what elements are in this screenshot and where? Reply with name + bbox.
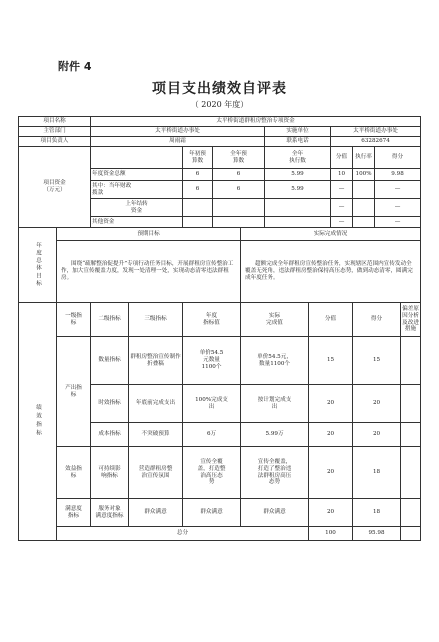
year-subtitle: （ 2020 年度） bbox=[190, 100, 249, 109]
phone-label: 联系电话 bbox=[265, 137, 331, 147]
phone-value: 63282674 bbox=[331, 137, 421, 147]
expected-goal-header: 预期目标 bbox=[57, 228, 241, 241]
satisfaction-indicator-label: 满意度 指标 bbox=[57, 499, 91, 527]
annual-goals-label: 年度总体目标 bbox=[19, 228, 57, 303]
perf-row: 时效指标 年底前完成支出 100%完成支 出 按计划完成支 出 20 20 bbox=[19, 385, 421, 423]
funds-header: 分值 bbox=[331, 147, 353, 169]
page-title: 项目支出绩效自评表 bbox=[152, 81, 287, 97]
total-score: 100 bbox=[309, 527, 353, 541]
perf-row: 满意度 指标 服务对象 满意度指标 群众满意 群众满意 群众满意 20 18 bbox=[19, 499, 421, 527]
owner-label: 项目负责人 bbox=[19, 137, 91, 147]
funds-label: 项目资金 （万元） bbox=[19, 147, 91, 228]
performance-label: 绩效指标 bbox=[19, 303, 57, 541]
dept-value: 太平桥街道办事处 bbox=[91, 127, 265, 137]
perf-row: 成本指标 不突破预算 6万 5.99万 20 20 bbox=[19, 423, 421, 447]
effect-indicator-label: 效益指 标 bbox=[57, 447, 91, 499]
perf-header: 偏差原 因分析 及改进 措施 bbox=[401, 303, 421, 337]
funds-row: 年度资金总额 6 6 5.99 10 100% 9.98 bbox=[19, 169, 421, 181]
total-label: 总分 bbox=[57, 527, 309, 541]
impl-label: 实施单位 bbox=[265, 127, 331, 137]
output-indicator-label: 产出指 标 bbox=[57, 337, 91, 447]
actual-result-text: 超额完成全年群租房宣传整治任务，实现辖区范围内宣传发动全覆盖无死角，违法群租房整治保持高压态势，做到动态清零，圆满完成年度任务。 bbox=[241, 241, 421, 303]
funds-header: 执行率 bbox=[353, 147, 375, 169]
funds-header: 得分 bbox=[375, 147, 421, 169]
owner-value: 周雨霜 bbox=[91, 137, 265, 147]
attachment-label: 附件 4 bbox=[58, 60, 92, 73]
perf-header: 年度 指标值 bbox=[183, 303, 241, 337]
perf-header: 一级指 标 bbox=[57, 303, 91, 337]
funds-header: 全年 执行数 bbox=[265, 147, 331, 169]
expected-goal-text: 围绕“疏解整治促提升”专项行动任务目标，开展群租房宣传整治工作，加大宣传覆盖力度，发现一处清理一处，实现动态清零违法群租房。 bbox=[57, 241, 241, 303]
funds-row: 其他资金 — — bbox=[19, 217, 421, 228]
perf-row: 效益指 标 可持续影 响指标 营造群租房整 治宣传氛围 宣传全覆 盖，打造整 治高压态 势 宣传全覆盖， 打造了整治违 法群租房高压 态势 20 18 bbox=[19, 447, 421, 499]
funds-row: 上年结转 资金 — — bbox=[19, 199, 421, 217]
perf-header: 得分 bbox=[353, 303, 401, 337]
perf-row: 产出指 标 数量指标 群租房整治宣传制作折叠稿 单价54.5 元数量 1100个 单价54.5元， 数量1100个 15 15 bbox=[19, 337, 421, 385]
project-name-label: 项目名称 bbox=[19, 117, 91, 127]
funds-row: 其中：当年财政 拨款 6 6 5.99 — — bbox=[19, 181, 421, 199]
funds-header: 年初预 算数 bbox=[183, 147, 213, 169]
self-evaluation-table bbox=[18, 116, 421, 541]
impl-value: 太平桥街道办事处 bbox=[331, 127, 421, 137]
funds-header: 全年预 算数 bbox=[213, 147, 265, 169]
total-row bbox=[19, 527, 421, 541]
dept-label: 主管部门 bbox=[19, 127, 91, 137]
perf-header: 分值 bbox=[309, 303, 353, 337]
perf-header: 三级指标 bbox=[129, 303, 183, 337]
actual-result-header: 实际完成情况 bbox=[241, 228, 421, 241]
total-got: 95.98 bbox=[353, 527, 401, 541]
perf-header: 实际 完成值 bbox=[241, 303, 309, 337]
perf-header: 二级指标 bbox=[91, 303, 129, 337]
project-name: 太平桥街道群租房整治专项资金 bbox=[91, 117, 421, 127]
